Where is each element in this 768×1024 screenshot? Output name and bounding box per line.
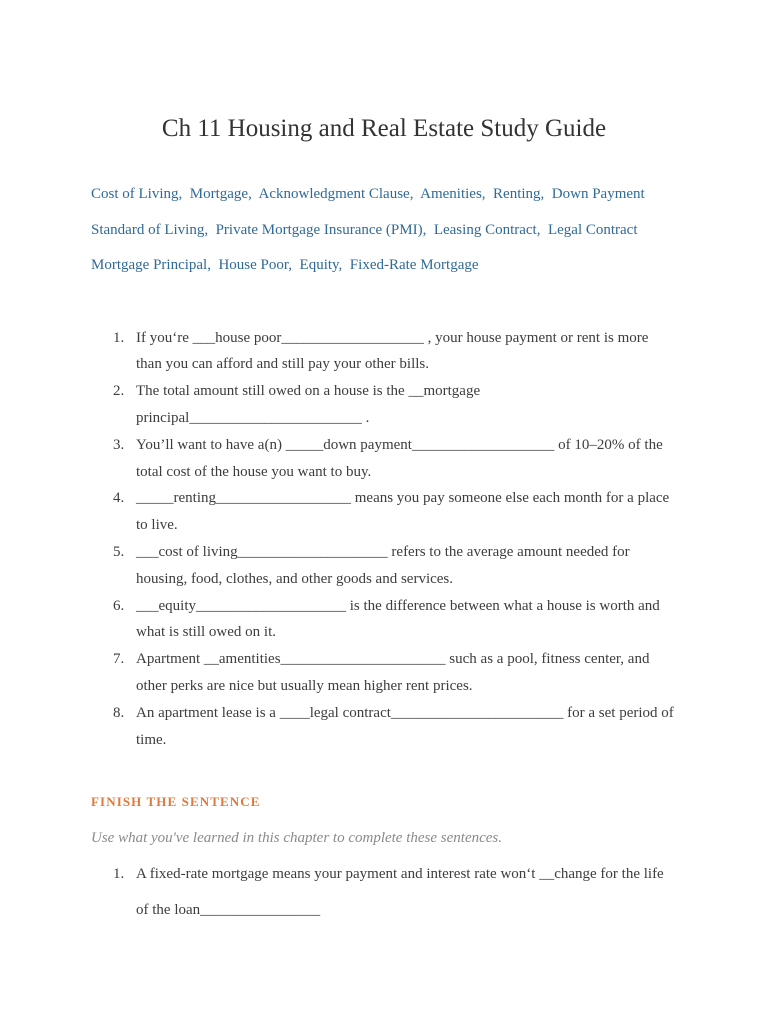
document-title: Ch 11 Housing and Real Estate Study Guide <box>161 115 607 142</box>
item-line: ___equity____________________ is the difference between what a house is worth and <box>136 597 660 614</box>
item-text <box>136 856 768 928</box>
word-bank <box>91 177 645 284</box>
item-text <box>136 378 768 432</box>
finish-list <box>0 856 768 928</box>
list-item <box>0 593 768 647</box>
item-text <box>136 325 768 379</box>
list-item <box>0 485 768 539</box>
item-number: 6. <box>113 597 125 614</box>
item-line: _____renting__________________ means you pay someone else each month for a place <box>136 490 670 507</box>
item-line: Apartment __amentities______________________ such as a pool, fitness center, and <box>136 651 650 668</box>
item-line: housing, food, clothes, and other goods and services. <box>136 570 454 587</box>
word-bank-line: Cost of Living, Mortgage, Acknowledgment Clause, Amenities, Renting, Down Payment <box>91 186 645 202</box>
item-line: If you‘re ___house poor___________________ , your house payment or rent is more <box>136 329 649 346</box>
list-item <box>0 325 768 379</box>
item-line: to live. <box>136 517 178 534</box>
item-text <box>136 700 768 754</box>
item-text <box>136 539 768 593</box>
list-item <box>0 539 768 593</box>
item-line: You’ll want to have a(n) _____down payment___________________ of 10–20% of the <box>136 436 663 453</box>
item-number: 8. <box>113 704 125 721</box>
item-number: 2. <box>113 383 125 400</box>
item-line: The total amount still owed on a house is the __mortgage <box>136 383 481 400</box>
item-number: 7. <box>113 651 125 668</box>
item-line: of the loan________________ <box>136 902 321 918</box>
list-item <box>0 646 768 700</box>
item-line: principal_______________________ . <box>136 409 370 426</box>
item-line: than you can afford and still pay your other bills. <box>136 356 429 373</box>
list-item <box>0 432 768 486</box>
item-line: ___cost of living____________________ refers to the average amount needed for <box>136 543 630 560</box>
list-item <box>0 856 768 928</box>
list-item <box>0 700 768 754</box>
item-text <box>136 593 768 647</box>
item-number: 3. <box>113 436 125 453</box>
item-line: A fixed-rate mortgage means your payment and interest rate won‘t __change for the life <box>136 866 664 882</box>
item-line: total cost of the house you want to buy. <box>136 463 372 480</box>
item-text <box>136 646 768 700</box>
item-line: other perks are nice but usually mean higher rent prices. <box>136 677 473 694</box>
section-instructions: Use what you've learned in this chapter to complete these sentences. <box>91 830 503 846</box>
list-item <box>0 378 768 432</box>
item-number: 1. <box>113 329 125 346</box>
item-number: 1. <box>113 866 125 882</box>
item-number: 4. <box>113 490 125 507</box>
item-text <box>136 432 768 486</box>
item-number: 5. <box>113 543 125 560</box>
item-text <box>136 485 768 539</box>
section-heading: FINISH THE SENTENCE <box>91 794 261 809</box>
fill-in-list <box>0 325 768 754</box>
word-bank-line: Standard of Living, Private Mortgage Insurance (PMI), Leasing Contract, Legal Contract <box>91 221 638 238</box>
word-bank-line: Mortgage Principal, House Poor, Equity, Fixed-Rate Mortgage <box>91 257 479 273</box>
item-line: time. <box>136 731 167 748</box>
item-line: what is still owed on it. <box>136 624 276 641</box>
item-line: An apartment lease is a ____legal contract_______________________ for a set period of <box>136 704 674 721</box>
